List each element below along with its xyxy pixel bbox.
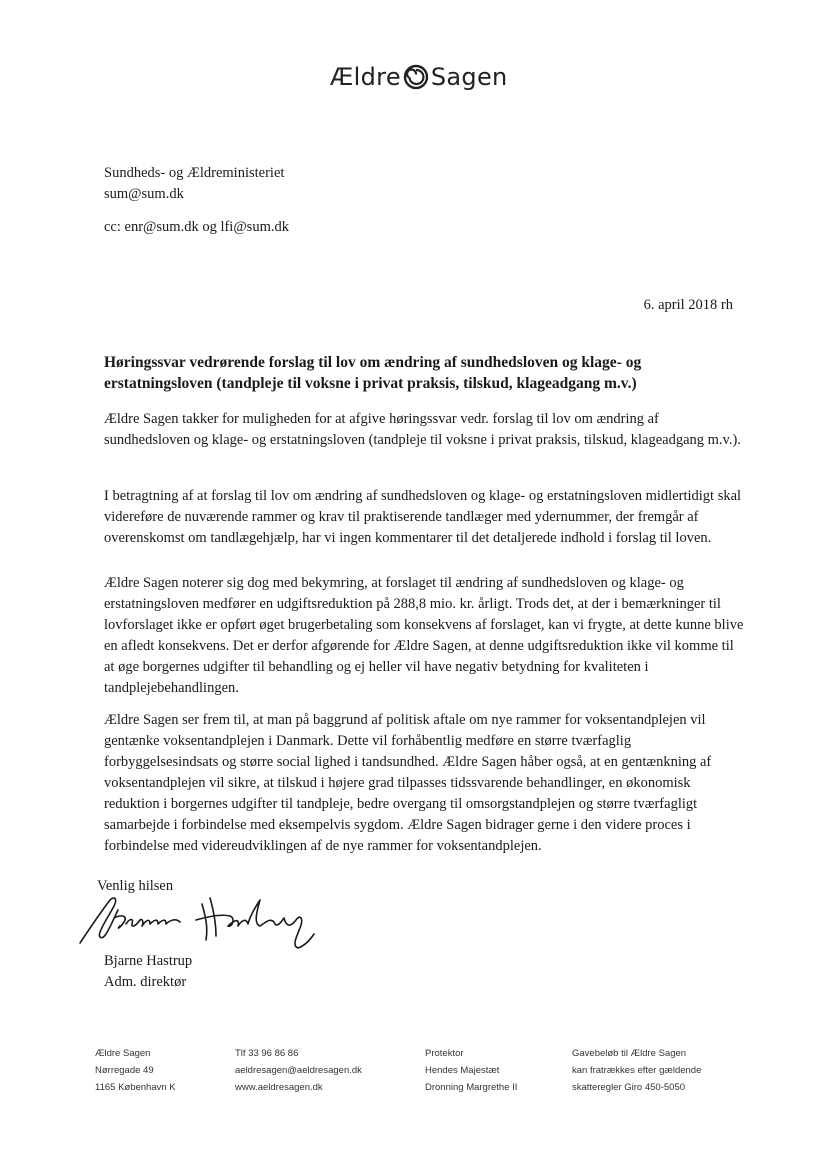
footer-line: Ældre Sagen [95,1048,151,1059]
letter-title: Høringssvar vedrørende forslag til lov om ændring af sundhedsloven og klage- og erstatningsloven (tandpleje til voksne i privat praksis, tilskud, klageadgang m.v.) [104,354,642,392]
recipient-org: Sundheds- og Ældreministeriet [104,165,285,181]
paragraph-2: I betragtning af at forslag til lov om ændring af sundhedsloven og klage- og erstatningsloven midlertidigt skal videreføre de nuværende rammer og krav til praktiserende tandlæger med ydernummer, der fremgår af overenskomst om tandlægehjælp, har vi ingen kommentarer til det detaljerede indhold i forslag til loven. [104,488,742,546]
handwritten-signature [70,888,330,958]
footer-line: kan fratrækkes efter gældende [572,1065,702,1076]
recipient-email: sum@sum.dk [104,186,184,202]
footer-phone: Tlf 33 96 86 86 [235,1048,299,1059]
signatory [104,951,192,993]
paragraph-3: Ældre Sagen noterer sig dog med bekymring, at forslaget til ændring af sundhedsloven og klage- og erstatningsloven medfører en udgiftsreduktion på 288,8 mio. kr. årligt. Trods det, at der i bemærkninger til lovforslaget ikke er opført øget brugerbetaling som konsekvens af forslaget, kan vi frygte, at dette kunne blive en afledt konsekvens. Det er derfor afgørende for Ældre Sagen, at denne udgiftsreduktion ikke vil komme til at øge borgernes udgifter til behandling og ej heller vil have negativ betydning for kvaliteten i tandplejebehandlingen. [104,575,744,696]
footer-address [95,1045,176,1096]
footer-protector [425,1045,517,1096]
footer-website: www.aeldresagen.dk [235,1082,323,1093]
footer-line: Protektor [425,1048,464,1059]
logo-text-right: Sagen [430,63,508,91]
paragraph-4: Ældre Sagen ser frem til, at man på baggrund af politisk aftale om nye rammer for voksentandplejen vil gentænke voksentandplejen i Danmark. Dette vil forhåbentlig medføre en større tværfaglig forbyggelsesindsats og større social lighed i tandsundhed. Ældre Sagen håber også, at en gentænkning af voksentandplejen vil sikre, at tilskud i højere grad tilpasses tidssvarende behandlinger, en økonomisk reduktion i borgernes udgifter til tandpleje, bedre overgang til omsorgstandplejen og større tværfagligt samarbejde i forbindelse med eksempelvis sygdom. Ældre Sagen bidrager gerne i den videre proces i forbindelse med videreudviklingen af de nye rammer for voksentandplejen. [104,712,712,854]
closing-greeting: Venlig hilsen [97,878,174,894]
footer-line: 1165 København K [95,1082,176,1093]
logo-text-left: Ældre [330,63,401,91]
footer-contact [235,1045,362,1096]
cc-line: cc: enr@sum.dk og lfi@sum.dk [104,219,289,235]
paragraph-1: Ældre Sagen takker for muligheden for at afgive høringssvar vedr. forslag til lov om ændring af sundhedsloven og klage- og erstatningsloven (tandpleje til voksne i privat praksis, tilskud, klageadgang m.v.). [104,411,741,448]
footer-email: aeldresagen@aeldresagen.dk [235,1065,362,1076]
footer-line: skatteregler Giro 450-5050 [572,1082,686,1093]
spiral-logo-icon [403,64,429,90]
letter-date: 6. april 2018 rh [643,297,733,313]
signatory-name: Bjarne Hastrup [104,953,193,969]
aeldre-sagen-logo [330,60,508,94]
footer-line: Dronning Margrethe II [425,1082,518,1093]
signatory-role: Adm. direktør [104,974,187,990]
footer-donations [572,1045,701,1096]
footer-line: Gavebeløb til Ældre Sagen [572,1048,687,1059]
footer-line: Nørregade 49 [95,1065,154,1076]
recipient-address [104,163,284,205]
footer-line: Hendes Majestæt [425,1065,500,1076]
